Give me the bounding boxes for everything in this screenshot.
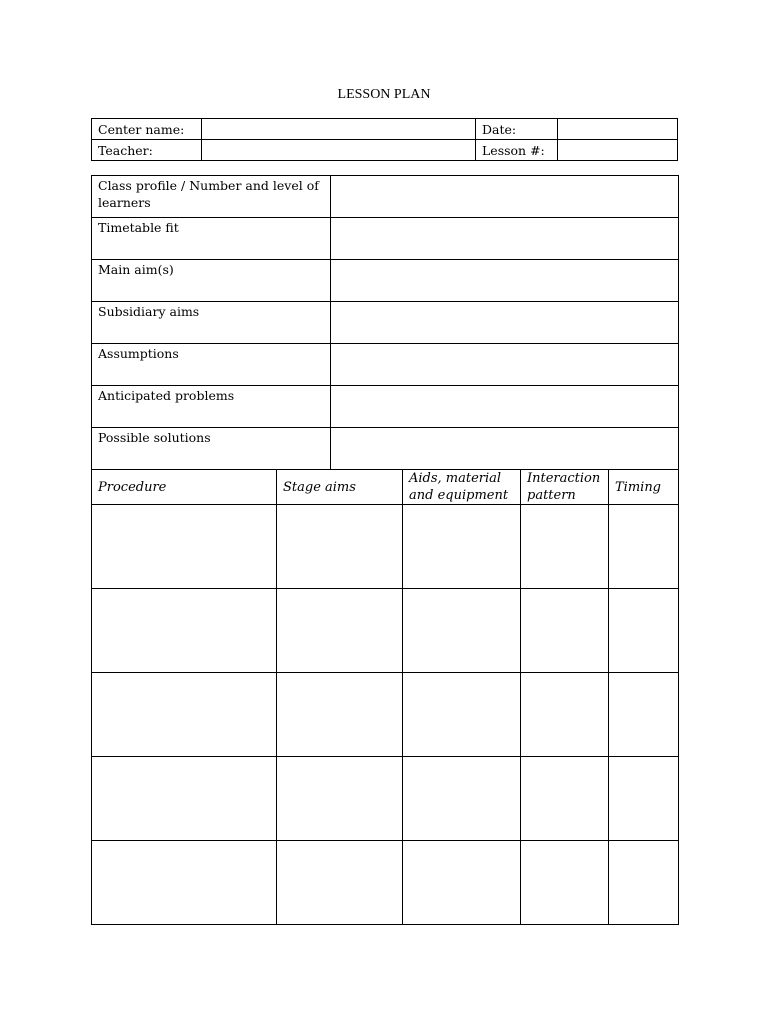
subsidiary-aims-field[interactable] bbox=[331, 302, 679, 344]
lesson-label-cell bbox=[476, 140, 558, 161]
column-header-interaction: Interaction pattern bbox=[521, 470, 609, 505]
anticipated-problems-label: Anticipated problems bbox=[98, 388, 235, 403]
profile-label-cell bbox=[92, 344, 331, 386]
interaction-cell[interactable] bbox=[521, 505, 609, 589]
interaction-cell[interactable] bbox=[521, 589, 609, 673]
profile-row bbox=[92, 344, 679, 386]
profile-row bbox=[92, 302, 679, 344]
main-aims-field[interactable] bbox=[331, 260, 679, 302]
header-row bbox=[92, 119, 678, 140]
profile-row bbox=[92, 428, 679, 470]
timetable-fit-label: Timetable fit bbox=[98, 220, 179, 235]
profile-row bbox=[92, 218, 679, 260]
date-label-cell bbox=[476, 119, 558, 140]
column-header-stage-aims: Stage aims bbox=[277, 470, 403, 505]
timetable-fit-field[interactable] bbox=[331, 218, 679, 260]
lesson-number-label: Lesson #: bbox=[482, 142, 545, 158]
interaction-cell[interactable] bbox=[521, 673, 609, 757]
column-header-procedure: Procedure bbox=[92, 470, 277, 505]
profile-label-cell bbox=[92, 260, 331, 302]
table-row bbox=[92, 589, 679, 673]
date-label: Date: bbox=[482, 121, 517, 137]
teacher-field[interactable] bbox=[202, 140, 476, 161]
assumptions-field[interactable] bbox=[331, 344, 679, 386]
teacher-label-cell bbox=[92, 140, 202, 161]
procedure-header-row bbox=[92, 470, 679, 505]
procedure-cell[interactable] bbox=[92, 505, 277, 589]
table-row bbox=[92, 505, 679, 589]
aids-cell[interactable] bbox=[403, 673, 521, 757]
column-header-timing: Timing bbox=[609, 470, 679, 505]
procedure-cell[interactable] bbox=[92, 757, 277, 841]
stage-aims-cell[interactable] bbox=[277, 505, 403, 589]
class-profile-field[interactable] bbox=[331, 176, 679, 218]
profile-label-cell bbox=[92, 302, 331, 344]
procedure-cell[interactable] bbox=[92, 589, 277, 673]
timing-cell[interactable] bbox=[609, 589, 679, 673]
center-name-label: Center name: bbox=[98, 121, 185, 137]
stage-aims-cell[interactable] bbox=[277, 757, 403, 841]
possible-solutions-field[interactable] bbox=[331, 428, 679, 470]
header-row bbox=[92, 140, 678, 161]
assumptions-label: Assumptions bbox=[98, 346, 179, 361]
page-title: LESSON PLAN bbox=[337, 87, 431, 102]
timing-cell[interactable] bbox=[609, 757, 679, 841]
timing-cell[interactable] bbox=[609, 673, 679, 757]
timing-cell[interactable] bbox=[609, 841, 679, 925]
center-name-label-cell bbox=[92, 119, 202, 140]
stage-aims-cell[interactable] bbox=[277, 589, 403, 673]
aids-cell[interactable] bbox=[403, 589, 521, 673]
main-aims-label: Main aim(s) bbox=[98, 262, 174, 277]
profile-label-cell bbox=[92, 386, 331, 428]
profile-label-cell bbox=[92, 176, 331, 218]
anticipated-problems-field[interactable] bbox=[331, 386, 679, 428]
aids-cell[interactable] bbox=[403, 505, 521, 589]
procedure-table bbox=[91, 469, 679, 925]
interaction-cell[interactable] bbox=[521, 841, 609, 925]
center-name-field[interactable] bbox=[202, 119, 476, 140]
timing-cell[interactable] bbox=[609, 505, 679, 589]
lesson-profile-table bbox=[91, 175, 679, 470]
stage-aims-cell[interactable] bbox=[277, 673, 403, 757]
lesson-number-field[interactable] bbox=[558, 140, 678, 161]
procedure-cell[interactable] bbox=[92, 673, 277, 757]
interaction-cell[interactable] bbox=[521, 757, 609, 841]
column-header-aids: Aids, material and equipment bbox=[403, 470, 521, 505]
table-row bbox=[92, 673, 679, 757]
class-profile-label: Class profile / Number and level of learners bbox=[98, 178, 319, 210]
aids-cell[interactable] bbox=[403, 841, 521, 925]
date-field[interactable] bbox=[558, 119, 678, 140]
profile-label-cell bbox=[92, 218, 331, 260]
profile-row bbox=[92, 260, 679, 302]
subsidiary-aims-label: Subsidiary aims bbox=[98, 304, 200, 319]
procedure-cell[interactable] bbox=[92, 841, 277, 925]
profile-label-cell bbox=[92, 428, 331, 470]
profile-row bbox=[92, 176, 679, 218]
profile-row bbox=[92, 386, 679, 428]
table-row bbox=[92, 757, 679, 841]
possible-solutions-label: Possible solutions bbox=[98, 430, 211, 445]
header-info-table bbox=[91, 118, 678, 161]
teacher-label: Teacher: bbox=[98, 142, 153, 158]
aids-cell[interactable] bbox=[403, 757, 521, 841]
table-row bbox=[92, 841, 679, 925]
stage-aims-cell[interactable] bbox=[277, 841, 403, 925]
